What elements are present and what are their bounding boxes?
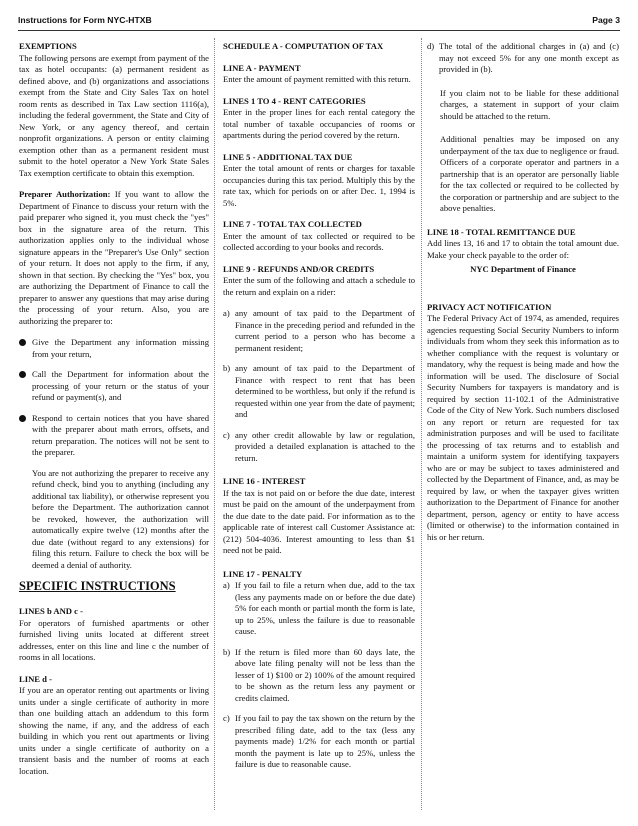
column-divider-1 xyxy=(214,38,215,810)
schedule-a-heading: SCHEDULE A - COMPUTATION OF TAX xyxy=(223,41,384,51)
page-header xyxy=(18,11,620,27)
list-item: b) any amount of tax paid to the Department of Finance with respect to rent that has been determined to be worthless, but only if the refund is requested within one year from the date of payment; and xyxy=(223,363,415,419)
column-right xyxy=(427,41,619,553)
column-left xyxy=(19,41,209,787)
lines-1-4-heading: LINES 1 TO 4 - RENT CATEGORIES xyxy=(223,95,366,106)
list-item: a) If you fail to file a return when due, add to the tax (less any payments made on or before the due date) 5% for each month or partial month the form is late, up to 25%, unless the failure is due to reasonable cause. xyxy=(223,580,415,636)
list-item: b) If the return is filed more than 60 days late, the above late filing penalty will not be less than the lesser of 1) $100 or 2) 100% of the amount required to be shown as the return less any payment or credits claimed. xyxy=(223,646,415,703)
column-divider-2 xyxy=(421,38,422,810)
line-16-heading: LINE 16 - INTEREST xyxy=(223,476,306,486)
line-7-text: Enter the amount of tax collected or required to be collected according to your books and records. xyxy=(223,230,415,252)
page-number: Page 3 xyxy=(592,15,620,25)
lines-b-c-text: For operators of furnished apartments or other furnished living units located at different street addresses, enter on this line and line c the number of rooms in all locations. xyxy=(19,617,209,662)
privacy-heading: PRIVACY ACT NOTIFICATION xyxy=(427,301,552,312)
line-a-heading: LINE A - PAYMENT xyxy=(223,62,301,73)
header-rule xyxy=(18,30,620,31)
bullet-icon xyxy=(19,415,26,422)
line-18-heading: LINE 18 - TOTAL REMITTANCE DUE xyxy=(427,226,576,237)
document-title: Instructions for Form NYC-HTXB xyxy=(18,15,152,25)
line-16-text: If the tax is not paid on or before the due date, interest must be paid on the amount of the underpayment from the due date to the date paid. For information as to the applicable rate of interest call Customer Assistance at: (212) 504-4036. Interest amounting to less than $1 need not be paid. xyxy=(223,487,415,555)
line-d-text: If you are an operator renting out apartments or living units under a single certificate of authority in more than one building attach an addendum to this form showing the name, if any, and the address of each building in which you rent out apartments or living units under a single certificate of authority on a transient basis and the number of rooms at each location. xyxy=(19,685,209,776)
line-a-text: Enter the amount of payment remitted with this return. xyxy=(223,74,411,84)
list-item: a) any amount of tax paid to the Department of Finance in the preceding period and refunded in the current period to a person who has become a permanent resident; xyxy=(223,308,415,353)
payee-name: NYC Department of Finance xyxy=(470,264,576,274)
exemptions-heading: EXEMPTIONS xyxy=(19,41,77,51)
line-5-text: Enter the total amount of rents or charges for taxable occupancies during this tax period. Multiply this by the rate tax, which for periods on or after Dec. 1, 1994 is 5%. xyxy=(223,163,415,208)
list-item: c) any other credit allowable by law or regulation, provided a detailed explanation is attached to the return. xyxy=(223,429,415,463)
line-9-text: Enter the sum of the following and attach a schedule to the return and explain on a rider: xyxy=(223,275,415,297)
revoke-text: You are not authorizing the preparer to receive any refund check, bind you to anything (including any additional tax liability), or otherwise represent you before the Department. The authorization cannot be revoked, however, the authorization will automatically expire twelve (12) months after the due date (without regard to any extensions) for filing this return. Failure to check the box will be deemed a denial of authority. xyxy=(32,467,209,570)
bullet-item: Respond to certain notices that you have shared with the preparer about math errors, offsets, and return preparation. The notices will not be sent to the preparer. xyxy=(19,413,209,459)
line-d-heading: LINE d - xyxy=(19,673,52,684)
line-18-text: Add lines 13, 16 and 17 to obtain the total amount due. Make your check payable to the order of: xyxy=(427,238,619,260)
preparer-heading: Preparer Authorization: xyxy=(19,189,111,199)
bullet-icon xyxy=(19,371,26,378)
line-17-heading: LINE 17 - PENALTY xyxy=(223,568,303,579)
additional-penalties-text: Additional penalties may be imposed on any underpayment of the tax due to negligence or fraud. Officers of a corporate operator and partners in a partnership that is an operator are personally liable for the tax collected or required to be collected by the corporation or partnership and are subject to the above penalties. xyxy=(440,134,619,213)
claim-text: If you claim not to be liable for these additional charges, a statement in support of your claim should be attached to the return. xyxy=(440,87,619,121)
privacy-text: The Federal Privacy Act of 1974, as amended, requires agencies requesting Social Security Numbers to inform individuals from whom they seek this information as to whether compliance with the request is voluntary or mandatory, why the request is being made and how the information will be used. The disclosure of Social Security Numbers for taxpayers is mandatory and is required by section 11-102.1 of the Administrative Code of the City of New York. Such numbers disclosed on any report or return are requested for tax administration purposes and will be used to facilitate the processing of tax returns and to establish and maintain a uniform system for identifying taxpayers who are or may be subject to taxes administered and collected by the Department of Finance, and, as may be required by law, or when the taxpayer gives written authorization to the Department of Finance for another department, person, agency or entity to have access (limited or otherwise) to the information contained in his or her return. xyxy=(427,313,619,542)
bullet-icon xyxy=(19,339,26,346)
lines-b-c-heading: LINES b AND c - xyxy=(19,606,83,616)
list-item: d) The total of the additional charges in (a) and (c) may not exceed 5% for any one month except as provided in (b). xyxy=(427,41,619,74)
preparer-paragraph xyxy=(19,189,209,327)
specific-instructions-heading: SPECIFIC INSTRUCTIONS xyxy=(19,579,176,593)
line-7-heading: LINE 7 - TOTAL TAX COLLECTED xyxy=(223,219,362,229)
preparer-text: If you want to allow the Department of Finance to discuss your return with the paid preparer who signed it, you must check the "yes" box in the signature area of the return. This authorization applies only to the individual whose signature appears in the "Preparer's Use Only" section of your return. It does not apply to the firm, if any, shown in that section. By checking the "Yes" box, you are authorizing the Department of Finance to call the preparer to answer any questions that may arise during the processing of your return. Also, you are authorizing the preparer to: xyxy=(19,189,209,326)
bullet-item: Give the Department any information missing from your return, xyxy=(19,337,209,360)
column-middle xyxy=(223,41,415,780)
exemptions-text: The following persons are exempt from payment of the tax as hotel occupants: (a) permanent resident as defined above, and (b) organizations and associations exempt from the State and City Sales Tax on hotel room rents as described in Tax Law section 1116(a), including the federal government, the State and City of New York, or any agency thereof, and certain nonprofit organizations. A person or entity claiming exemption other than as a permanent resident must submit to the hotel operator a New York State Sales Tax exemption certificate to obtain this exemption. xyxy=(19,52,209,178)
line-5-heading: LINE 5 - ADDITIONAL TAX DUE xyxy=(223,151,353,162)
line-9-heading: LINE 9 - REFUNDS AND/OR CREDITS xyxy=(223,263,375,274)
list-item: c) If you fail to pay the tax shown on the return by the prescribed filing date, add to the tax (less any payments made) 1/2% for each month or partial month the payment is late up to 25%, unless the failure is due to reasonable cause. xyxy=(223,713,415,769)
lines-1-4-text: Enter in the proper lines for each rental category the total number of taxable occupancies of rooms or apartments during the period covered by the return. xyxy=(223,107,415,140)
bullet-item: Call the Department for information about the processing of your return or the status of your refund or payment(s), and xyxy=(19,369,209,404)
